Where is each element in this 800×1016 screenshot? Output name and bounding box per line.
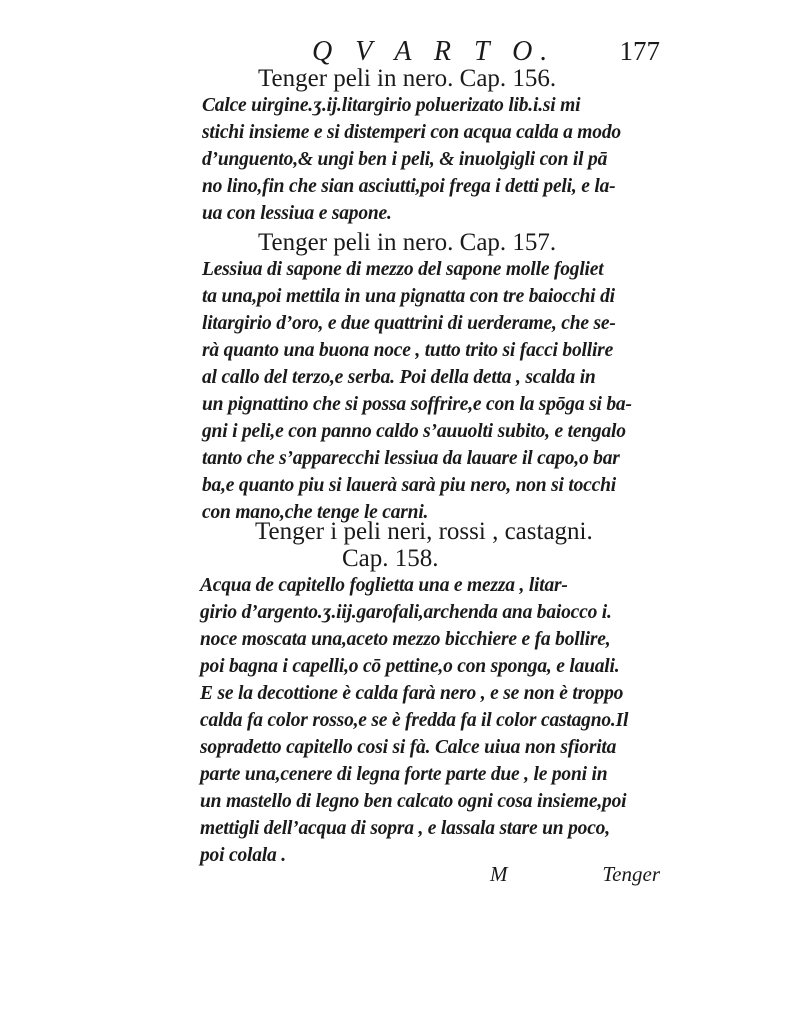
text-line: sopradetto capitello cosi si fà. Calce uiua non sfiorita [200,737,617,758]
text-line: rà quanto una buona noce , tutto trito si facci bollire [202,340,614,361]
text-line: mettigli dell’acqua di sopra , e lassala stare un poco, [200,818,610,839]
catchword: Tenger [602,862,660,886]
text-line: poi bagna i capelli,o cō pettine,o con sponga, e lauali. [200,656,620,677]
text-line: stichi insieme e si distemperi con acqua calda a modo [202,122,621,143]
text-line: Lessiua di sapone di mezzo del sapone molle fogliet [202,259,604,280]
text-line: litargirio d’oro, e due quattrini di uerderame, che se- [202,313,616,334]
signature-mark: M [490,862,508,886]
text-line: un pignattino che si possa soffrire,e con la spōga si ba- [202,394,632,415]
chapter-157-heading: Tenger peli in nero. Cap. 157. [258,229,557,256]
chapter-156-text [202,92,621,227]
text-line: girio d’argento.ʒ.iij.garofali,archenda ana baiocco i. [200,602,612,623]
text-line: al callo del terzo,e serba. Poi della detta , scalda in [202,367,596,388]
text-line: d’unguento,& ungi ben i peli, & inuolgigli con il pā [202,149,608,170]
page-number: 177 [619,36,660,66]
text-line: noce moscata una,aceto mezzo bicchiere e fa bollire, [200,629,611,650]
chapter-158-text [200,572,628,869]
text-line: ta una,poi mettila in una pignatta con tre baiocchi di [202,286,615,307]
text-line: calda fa color rosso,e se è fredda fa il color castagno.Il [200,710,629,731]
text-line: gni i peli,e con panno caldo s’auuolti subito, e tengalo [202,421,626,442]
text-line: poi colala . [200,845,286,866]
text-line: E se la decottione è calda farà nero , e se non è troppo [200,683,624,704]
text-line: parte una,cenere di legna forte parte due , le poni in [200,764,608,785]
text-line: Acqua de capitello foglietta una e mezza , litar- [200,575,568,596]
text-line: un mastello di legno ben calcato ogni cosa insieme,poi [200,791,627,812]
chapter-158-subheading: Cap. 158. [342,545,439,572]
text-line: con mano,che tenge le carni. [202,502,429,523]
running-head-title: Q V A R T O. [312,36,556,67]
catchline [490,862,660,887]
chapter-157-text [202,256,632,526]
chapter-158-heading: Tenger i peli neri, rossi , castagni. [255,518,593,545]
text-line: tanto che s’apparecchi lessiua da lauare il capo,o bar [202,448,620,469]
chapter-156-heading: Tenger peli in nero. Cap. 156. [258,65,557,92]
text-line: no lino,fin che sian asciutti,poi frega i detti peli, e la- [202,176,616,197]
text-line: ua con lessiua e sapone. [202,203,392,224]
text-line: Calce uirgine.ʒ.ij.litargirio poluerizato lib.i.si mi [202,95,581,116]
text-line: ba,e quanto piu si lauerà sarà piu nero, non si tocchi [202,475,616,496]
